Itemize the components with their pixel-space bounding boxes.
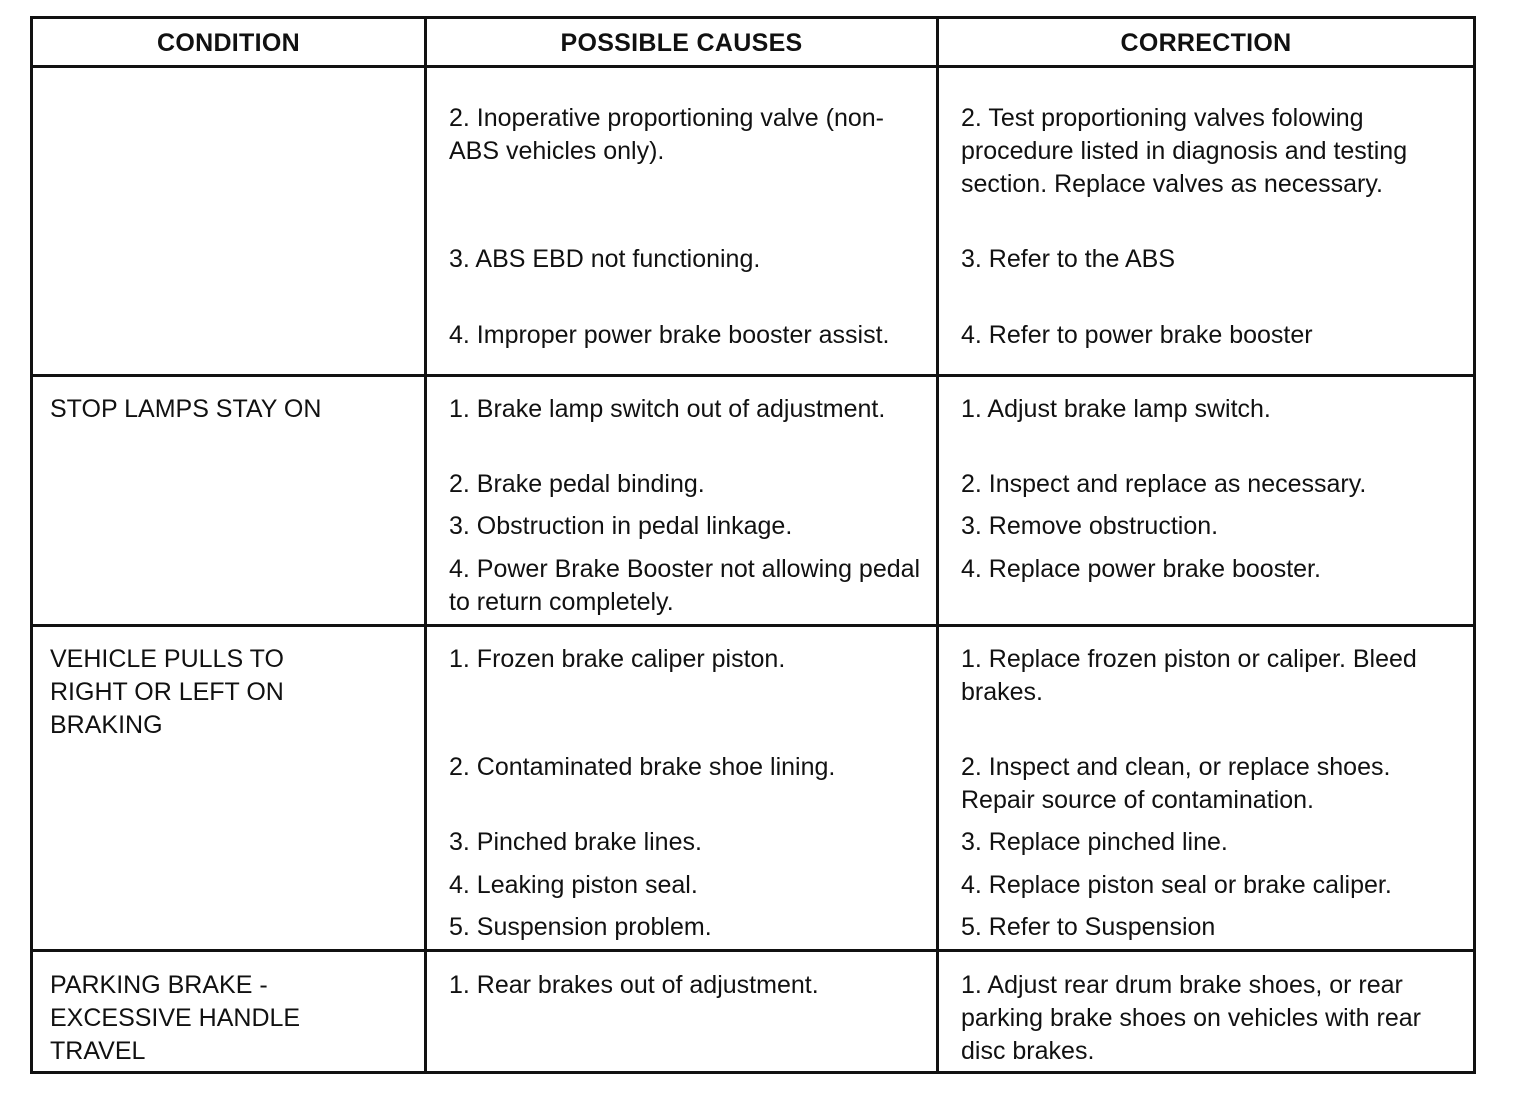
condition-text: VEHICLE PULLS TO RIGHT OR LEFT ON BRAKING <box>50 645 284 739</box>
table-row <box>33 952 1473 1071</box>
header-possible-causes: POSSIBLE CAUSES <box>424 19 936 65</box>
correction-item: 3. Replace pinched line. <box>961 828 1228 856</box>
condition-cell <box>33 627 424 949</box>
correction-item: 1. Adjust rear drum brake shoes, or rear parking brake shoes on vehicles with rear disc brakes. <box>961 971 1421 1065</box>
correction-item: 2. Inspect and clean, or replace shoes. Repair source of contamination. <box>961 753 1391 814</box>
cause-item: 3. Pinched brake lines. <box>449 828 702 856</box>
condition-text: STOP LAMPS STAY ON <box>50 395 322 423</box>
correction-item: 3. Remove obstruction. <box>961 512 1219 540</box>
cause-item: 1. Brake lamp switch out of adjustment. <box>449 395 886 423</box>
table-row <box>33 627 1473 952</box>
troubleshooting-table <box>30 16 1476 1074</box>
correction-item: 1. Adjust brake lamp switch. <box>961 395 1271 423</box>
causes-cell <box>424 377 936 624</box>
cause-item: 4. Leaking piston seal. <box>449 871 698 899</box>
cause-item: 3. Obstruction in pedal linkage. <box>449 512 793 540</box>
header-condition: CONDITION <box>157 29 300 57</box>
correction-item: 1. Replace frozen piston or caliper. Bleed brakes. <box>961 645 1417 706</box>
header-correction: CORRECTION <box>936 19 1473 65</box>
table-row <box>33 68 1473 377</box>
correction-item: 5. Refer to Suspension <box>961 913 1216 941</box>
condition-cell <box>33 377 424 624</box>
correction-cell <box>936 377 1473 624</box>
cause-item: 5. Suspension problem. <box>449 913 712 941</box>
table-row <box>33 377 1473 627</box>
condition-cell <box>33 952 424 1071</box>
cause-item: 2. Brake pedal binding. <box>449 470 705 498</box>
correction-cell <box>936 627 1473 949</box>
cause-item: 4. Power Brake Booster not allowing pedal to return completely. <box>449 555 921 616</box>
correction-item: 2. Inspect and replace as necessary. <box>961 470 1367 498</box>
condition-text: PARKING BRAKE - EXCESSIVE HANDLE TRAVEL <box>50 971 301 1065</box>
correction-item: 4. Replace piston seal or brake caliper. <box>961 871 1392 899</box>
correction-item: 4. Replace power brake booster. <box>961 555 1321 583</box>
causes-cell <box>424 627 936 949</box>
cause-item: 2. Inoperative proportioning valve (non-ABS vehicles only). <box>449 104 884 165</box>
cause-item: 3. ABS EBD not functioning. <box>449 245 761 273</box>
correction-item: 2. Test proportioning valves folowing procedure listed in diagnosis and testing section. Replace valves as necessary. <box>961 104 1408 198</box>
causes-cell <box>424 952 936 1071</box>
correction-cell <box>936 952 1473 1071</box>
cause-item: 1. Rear brakes out of adjustment. <box>449 971 819 999</box>
cause-item: 1. Frozen brake caliper piston. <box>449 645 786 673</box>
causes-cell <box>424 68 936 374</box>
cause-item: 2. Contaminated brake shoe lining. <box>449 753 836 781</box>
cause-item: 4. Improper power brake booster assist. <box>449 321 890 349</box>
correction-item: 4. Refer to power brake booster <box>961 321 1313 349</box>
table-header-row <box>33 19 1473 68</box>
condition-cell <box>33 68 424 374</box>
correction-item: 3. Refer to the ABS <box>961 245 1176 273</box>
correction-cell <box>936 68 1473 374</box>
